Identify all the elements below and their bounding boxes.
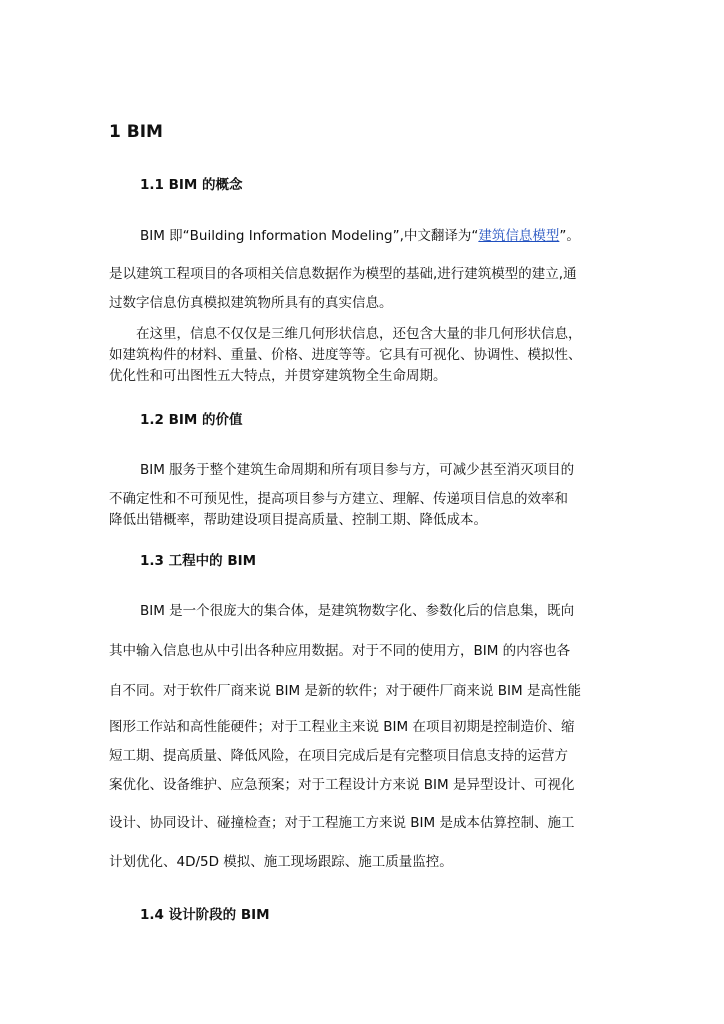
- section-1-3-line: BIM 是一个很庞大的集合体，是建筑物数字化、参数化后的信息集，既向: [140, 603, 575, 619]
- section-1-1-paragraph-3-line-3: 优化性和可出图性五大特点，并贯穿建筑物全生命周期。: [109, 368, 447, 384]
- section-1-3-line: 案优化、设备维护、应急预案；对于工程设计方来说 BIM 是异型设计、可视化: [109, 777, 575, 793]
- section-1-2-paragraph-2-line-1: 不确定性和不可预见性，提高项目参与方建立、理解、传递项目信息的效率和: [109, 491, 568, 507]
- paragraph-text: ”。: [559, 228, 580, 244]
- section-1-3-line: 图形工作站和高性能硬件；对于工程业主来说 BIM 在项目初期是控制造价、缩: [109, 719, 575, 735]
- section-1-1-paragraph-2-line-2: 过数字信息仿真模拟建筑物所具有的真实信息。: [109, 295, 393, 311]
- section-1-1-paragraph-1: [140, 226, 580, 247]
- section-1-3-line: 计划优化、4D/5D 模拟、施工现场跟踪、施工质量监控。: [109, 854, 453, 870]
- section-1-2-paragraph-1: BIM 服务于整个建筑生命周期和所有项目参与方，可减少甚至消灭项目的: [140, 462, 575, 478]
- bim-term-link[interactable]: 建筑信息模型: [478, 228, 560, 244]
- doc-title: 1 BIM: [109, 122, 163, 142]
- section-1-2-paragraph-2-line-2: 降低出错概率，帮助建设项目提高质量、控制工期、降低成本。: [109, 512, 487, 528]
- section-1-4-heading: 1.4 设计阶段的 BIM: [140, 907, 270, 923]
- section-1-1-paragraph-3-line-2: 如建筑构件的材料、重量、价格、进度等等。它具有可视化、协调性、模拟性、: [109, 347, 582, 363]
- section-1-1-paragraph-2-line-1: 是以建筑工程项目的各项相关信息数据作为模型的基础,进行建筑模型的建立,通: [109, 266, 577, 282]
- section-1-2-heading: 1.2 BIM 的价值: [140, 412, 243, 428]
- section-1-1-heading: 1.1 BIM 的概念: [140, 177, 243, 193]
- section-1-1-paragraph-3-line-1: 在这里，信息不仅仅是三维几何形状信息，还包含大量的非几何形状信息，: [109, 326, 582, 342]
- paragraph-text: BIM 即“Building Information Modeling”,中文翻译为“: [140, 228, 479, 244]
- section-1-3-line: 设计、协同设计、碰撞检查；对于工程施工方来说 BIM 是成本估算控制、施工: [109, 815, 575, 831]
- section-1-3-line: 短工期、提高质量、降低风险，在项目完成后是有完整项目信息支持的运营方: [109, 748, 568, 764]
- section-1-3-heading: 1.3 工程中的 BIM: [140, 553, 257, 569]
- section-1-3-line: 其中输入信息也从中引出各种应用数据。对于不同的使用方，BIM 的内容也各: [109, 643, 571, 659]
- section-1-3-line: 自不同。对于软件厂商来说 BIM 是新的软件；对于硬件厂商来说 BIM 是高性能: [109, 683, 581, 699]
